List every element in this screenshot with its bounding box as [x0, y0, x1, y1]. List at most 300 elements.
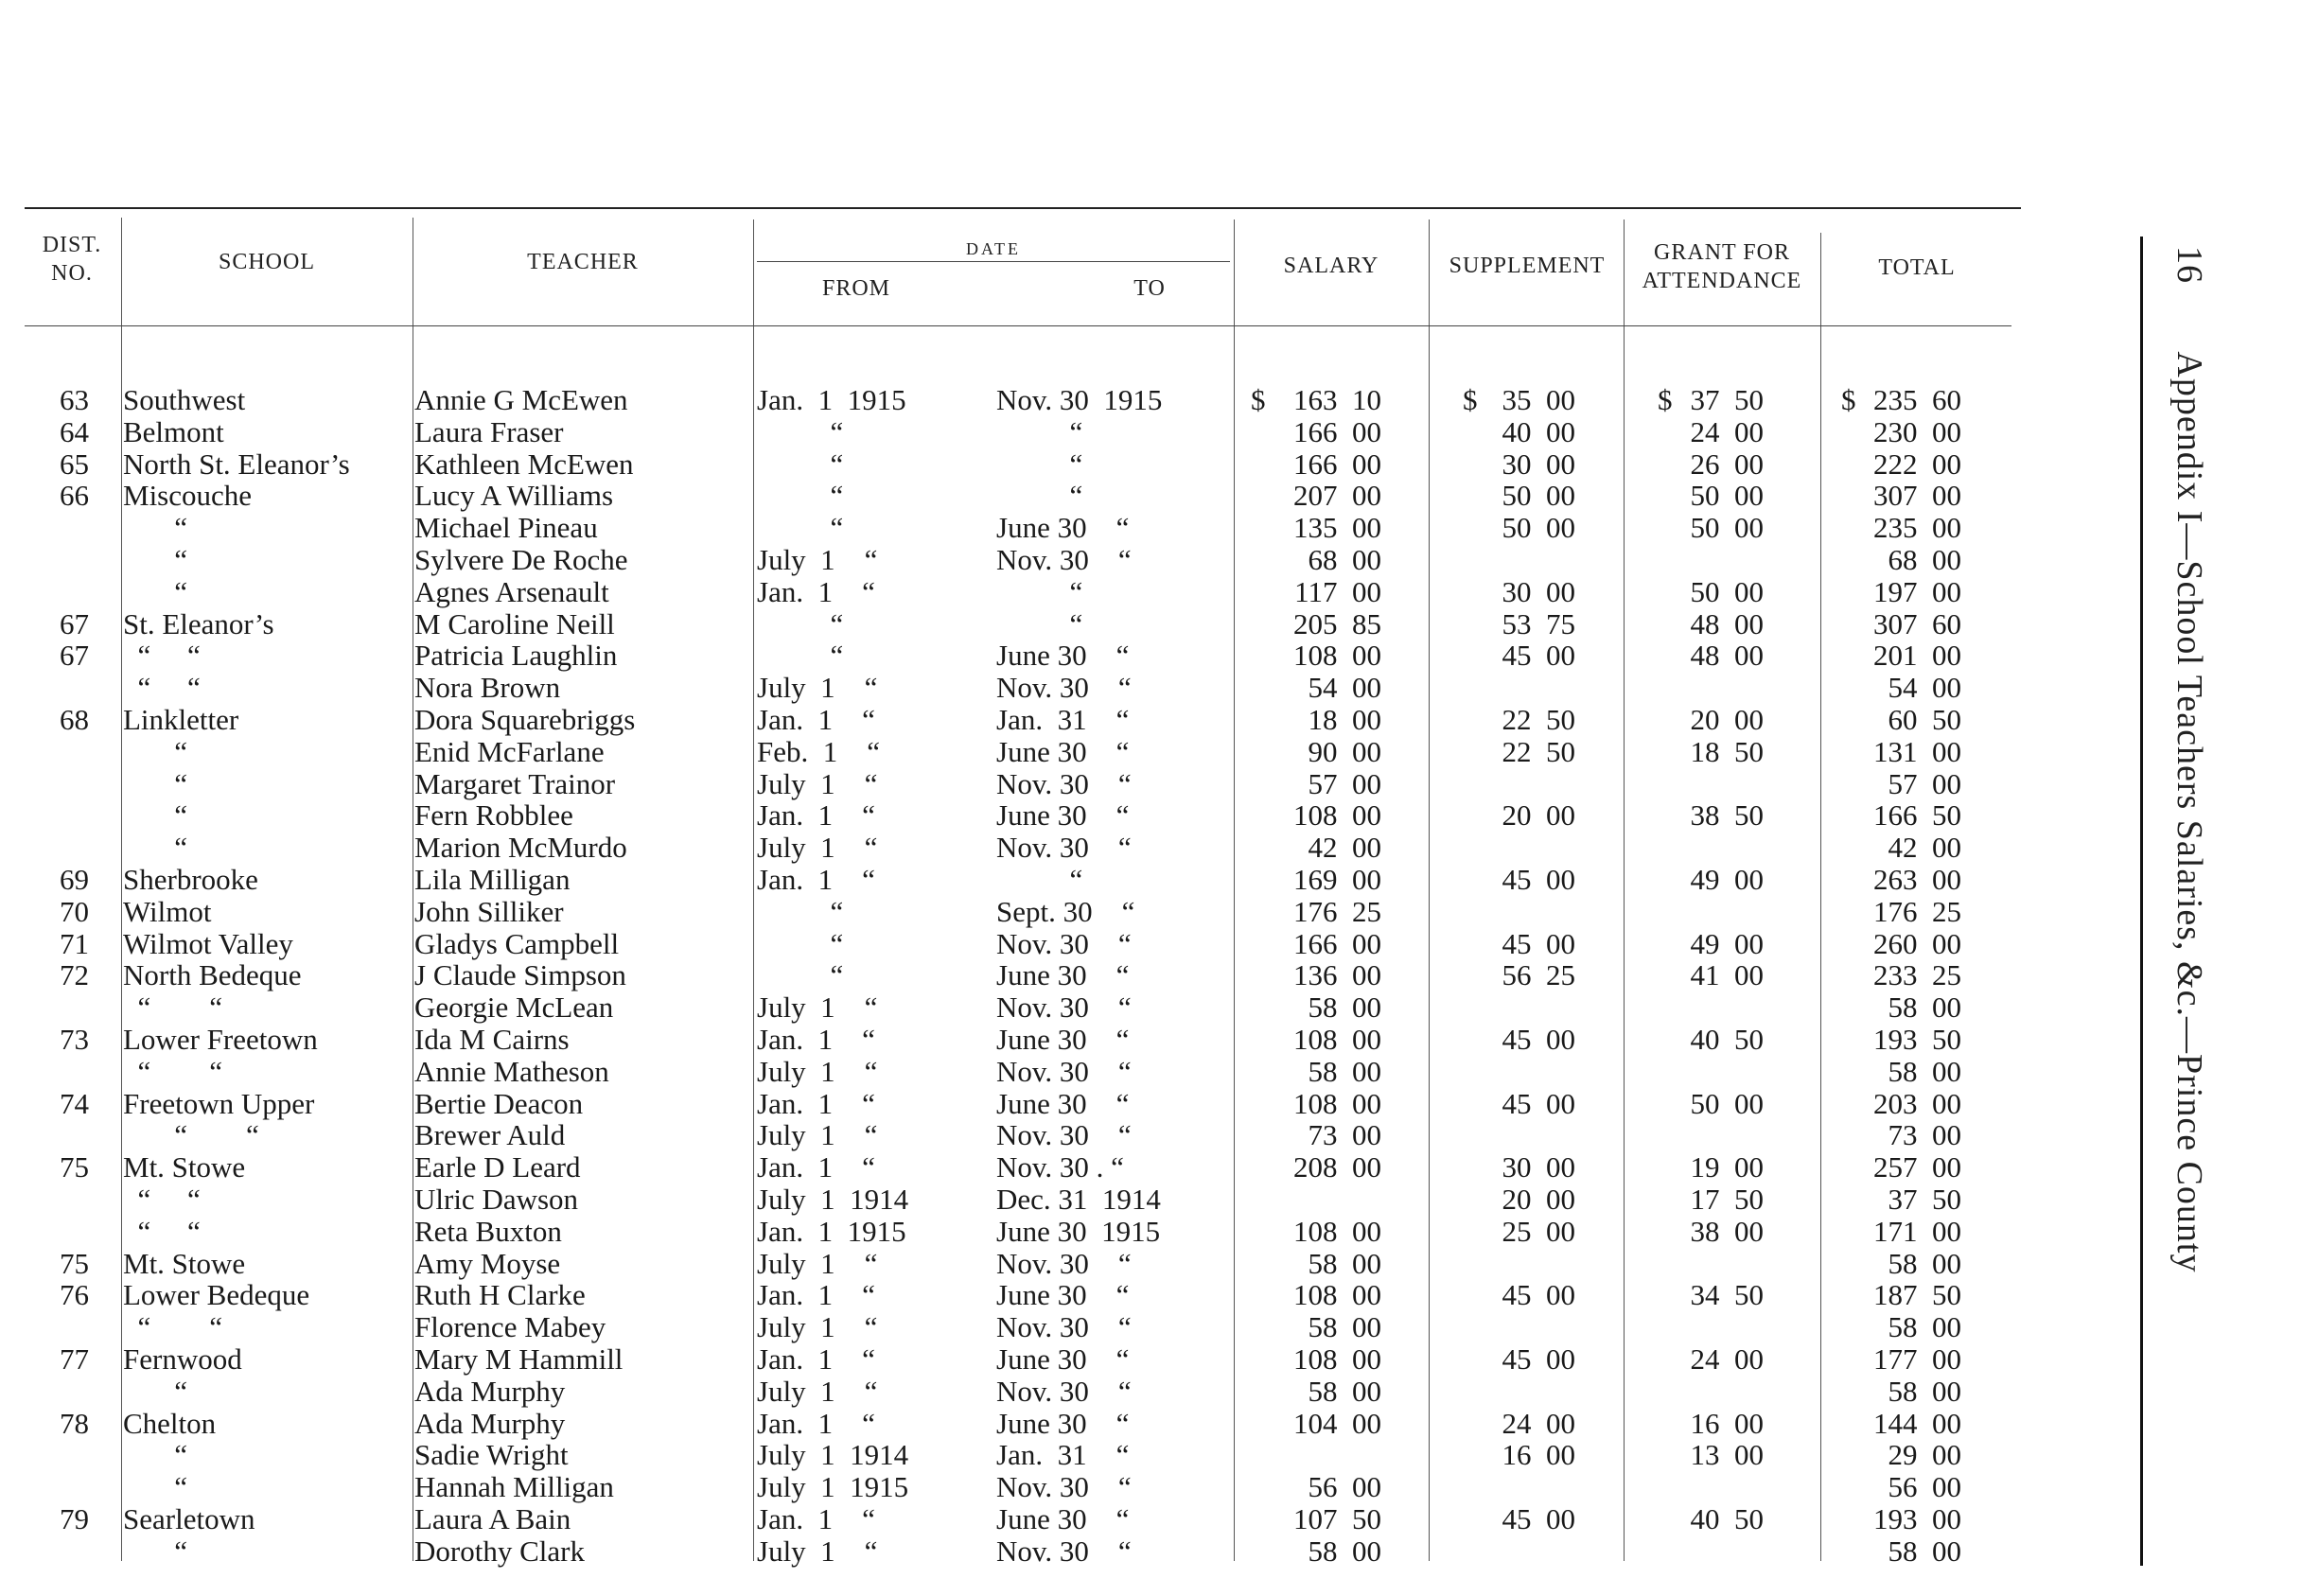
date-to-cell: Nov. 30 “	[996, 543, 1132, 576]
date-from-cell: July 1 “	[757, 1246, 878, 1280]
currency-sign-grant: $	[1658, 383, 1673, 416]
date-from-cell: “	[757, 479, 844, 513]
total-cell: 60 50	[1888, 703, 1961, 736]
grant-cell: 13 00	[1690, 1438, 1764, 1472]
total-cell: 257 00	[1873, 1150, 1961, 1184]
school-cell: “	[123, 1438, 188, 1472]
salary-cell: 166 00	[1293, 414, 1381, 448]
school-cell: Freetown Upper	[123, 1086, 315, 1120]
teacher-cell: John Silliker	[414, 894, 564, 928]
date-from-cell: Jan. 1 “	[757, 863, 875, 896]
grant-cell: 48 00	[1690, 639, 1764, 673]
date-from-cell: Jan. 1 “	[757, 1150, 875, 1184]
date-to-cell: June 30 “	[996, 511, 1130, 545]
total-cell: 29 00	[1888, 1438, 1961, 1472]
total-cell: 37 50	[1888, 1183, 1961, 1216]
grant-cell: 49 00	[1690, 926, 1764, 960]
date-to-cell: “	[996, 479, 1083, 513]
table-row	[0, 448, 2025, 481]
supplement-cell: 45 00	[1502, 926, 1575, 960]
teacher-cell: Nora Brown	[414, 671, 561, 705]
salary-cell: 207 00	[1293, 479, 1381, 513]
grant-cell: 40 50	[1690, 1023, 1764, 1056]
teacher-cell: Patricia Laughlin	[414, 639, 618, 673]
header-to: TO	[1133, 276, 1166, 301]
school-cell: “	[123, 1534, 188, 1568]
date-to-cell: Nov. 30 “	[996, 991, 1132, 1025]
date-from-cell: “	[757, 447, 844, 481]
total-cell: 197 00	[1873, 574, 1961, 608]
salary-cell: 169 00	[1293, 863, 1381, 896]
date-to-cell: “	[996, 574, 1083, 608]
date-from-cell: “	[757, 606, 844, 640]
salary-cell: 108 00	[1293, 1214, 1381, 1248]
salary-cell: 107 50	[1293, 1502, 1381, 1535]
date-from-cell: July 1 “	[757, 671, 878, 705]
currency-sign-supplement: $	[1463, 383, 1478, 416]
total-cell: 307 00	[1873, 479, 1961, 513]
total-cell: 201 00	[1873, 639, 1961, 673]
salary-cell: 58 00	[1308, 1054, 1381, 1088]
supplement-cell: 45 00	[1502, 1342, 1575, 1376]
total-cell: 233 25	[1873, 958, 1961, 992]
supplement-cell: 45 00	[1502, 1278, 1575, 1312]
date-to-cell: June 30 1915	[996, 1214, 1161, 1248]
salary-cell: 42 00	[1308, 831, 1381, 865]
school-cell: Miscouche	[123, 479, 253, 513]
supplement-cell: 30 00	[1502, 447, 1575, 481]
date-from-cell: “	[757, 926, 844, 960]
school-cell: Searletown	[123, 1502, 255, 1535]
date-from-cell: Jan. 1 “	[757, 1406, 875, 1440]
teacher-cell: Bertie Deacon	[414, 1086, 584, 1120]
header-dist-label: DIST.	[42, 233, 102, 257]
school-cell: St. Eleanor’s	[123, 606, 274, 640]
total-cell: 263 00	[1873, 863, 1961, 896]
teacher-cell: Enid McFarlane	[414, 734, 605, 768]
total-cell: 307 60	[1873, 606, 1961, 640]
date-to-cell: Nov. 30 “	[996, 671, 1132, 705]
supplement-cell: 30 00	[1502, 1150, 1575, 1184]
salary-cell: 18 00	[1308, 703, 1381, 736]
dist-no-cell: 63	[60, 383, 89, 416]
date-from-cell: Jan. 1 “	[757, 1278, 875, 1312]
school-cell: “	[123, 798, 188, 833]
dist-no-cell: 71	[60, 926, 89, 960]
table-row	[0, 864, 2025, 896]
date-from-cell: July 1 “	[757, 1054, 878, 1088]
table-row	[0, 704, 2025, 736]
total-cell: 58 00	[1888, 1374, 1961, 1408]
school-cell: “	[123, 734, 188, 768]
total-cell: 177 00	[1873, 1342, 1961, 1376]
total-cell: 235 60	[1873, 383, 1961, 416]
date-to-cell: “	[996, 414, 1083, 448]
school-cell: “ “	[123, 1214, 201, 1248]
table-row	[0, 1439, 2025, 1471]
school-cell: North St. Eleanor’s	[123, 447, 350, 481]
school-cell: “	[123, 574, 188, 608]
total-cell: 57 00	[1888, 766, 1961, 800]
date-to-cell: Nov. 30 “	[996, 831, 1132, 865]
dist-no-cell: 68	[60, 703, 89, 736]
school-cell: Wilmot Valley	[123, 926, 293, 960]
teacher-cell: Ada Murphy	[414, 1406, 566, 1440]
date-from-cell: “	[757, 639, 844, 673]
total-cell: 58 00	[1888, 1310, 1961, 1344]
teacher-cell: Annie G McEwen	[414, 383, 628, 416]
header-supplement: SUPPLEMENT	[1449, 254, 1606, 278]
supplement-cell: 53 75	[1502, 606, 1575, 640]
grant-cell: 41 00	[1690, 958, 1764, 992]
teacher-cell: Laura A Bain	[414, 1502, 571, 1535]
school-cell: “ “	[123, 991, 223, 1025]
table-row	[0, 799, 2025, 832]
date-from-cell: Jan. 1 “	[757, 703, 875, 736]
salary-cell: 166 00	[1293, 926, 1381, 960]
grant-cell: 24 00	[1690, 414, 1764, 448]
date-to-cell: June 30 “	[996, 958, 1130, 992]
salary-cell: 205 85	[1293, 606, 1381, 640]
total-cell: 42 00	[1888, 831, 1961, 865]
date-to-cell: Nov. 30 “	[996, 926, 1132, 960]
supplement-cell: 30 00	[1502, 574, 1575, 608]
date-from-cell: “	[757, 894, 844, 928]
table-row	[0, 736, 2025, 768]
teacher-cell: Mary M Hammill	[414, 1342, 624, 1376]
teacher-cell: Annie Matheson	[414, 1054, 609, 1088]
teacher-cell: Sadie Wright	[414, 1438, 569, 1472]
teacher-cell: Sylvere De Roche	[414, 543, 628, 576]
teacher-cell: Marion McMurdo	[414, 831, 627, 865]
date-from-cell: July 1 “	[757, 543, 878, 576]
date-to-cell: Nov. 30 1915	[996, 383, 1163, 416]
date-to-cell: June 30 “	[996, 1086, 1130, 1120]
header-salary: SALARY	[1283, 254, 1379, 278]
total-cell: 193 00	[1873, 1502, 1961, 1535]
date-to-cell: Jan. 31 “	[996, 703, 1130, 736]
total-cell: 58 00	[1888, 991, 1961, 1025]
table-row	[0, 1279, 2025, 1311]
date-from-cell: July 1 “	[757, 831, 878, 865]
date-to-cell: Nov. 30 “	[996, 766, 1132, 800]
date-from-cell: July 1 “	[757, 991, 878, 1025]
date-to-cell: June 30 “	[996, 1406, 1130, 1440]
total-cell: 203 00	[1873, 1086, 1961, 1120]
date-from-cell: Jan. 1 “	[757, 798, 875, 833]
dist-no-cell: 67	[60, 639, 89, 673]
date-to-cell: June 30 “	[996, 1502, 1130, 1535]
teacher-cell: Agnes Arsenault	[414, 574, 609, 608]
total-cell: 260 00	[1873, 926, 1961, 960]
teacher-cell: Florence Mabey	[414, 1310, 606, 1344]
grant-cell: 26 00	[1690, 447, 1764, 481]
table-row	[0, 928, 2025, 960]
header-teacher: TEACHER	[527, 250, 639, 274]
grant-cell: 48 00	[1690, 606, 1764, 640]
salary-cell: 108 00	[1293, 1278, 1381, 1312]
total-cell: 58 00	[1888, 1246, 1961, 1280]
grant-cell: 49 00	[1690, 863, 1764, 896]
salary-cell: 58 00	[1308, 991, 1381, 1025]
teacher-cell: Ida M Cairns	[414, 1023, 570, 1056]
salary-cell: 104 00	[1293, 1406, 1381, 1440]
school-cell: “	[123, 766, 188, 800]
dist-no-cell: 67	[60, 606, 89, 640]
total-cell: 166 50	[1873, 798, 1961, 833]
teacher-cell: Lucy A Williams	[414, 479, 614, 513]
currency-sign-salary: $	[1251, 383, 1266, 416]
table-row	[0, 672, 2025, 704]
salary-cell: 108 00	[1293, 798, 1381, 833]
total-cell: 58 00	[1888, 1534, 1961, 1568]
supplement-cell: 45 00	[1502, 1086, 1575, 1120]
date-to-cell: June 30 “	[996, 1278, 1130, 1312]
header-grant-line1: GRANT FOR	[1654, 240, 1790, 265]
salary-cell: 136 00	[1293, 958, 1381, 992]
date-from-cell: July 1 “	[757, 1374, 878, 1408]
grant-cell: 50 00	[1690, 1086, 1764, 1120]
teacher-cell: J Claude Simpson	[414, 958, 626, 992]
salary-cell: 54 00	[1308, 671, 1381, 705]
table-row	[0, 640, 2025, 672]
date-to-cell: June 30 “	[996, 639, 1130, 673]
salary-cell: 166 00	[1293, 447, 1381, 481]
currency-sign-total: $	[1841, 383, 1856, 416]
date-to-cell: Nov. 30 “	[996, 1534, 1132, 1568]
grant-cell: 16 00	[1690, 1406, 1764, 1440]
supplement-cell: 20 00	[1502, 798, 1575, 833]
supplement-cell: 45 00	[1502, 863, 1575, 896]
table-row	[0, 416, 2025, 448]
teacher-cell: Dorothy Clark	[414, 1534, 585, 1568]
supplement-cell: 56 25	[1502, 958, 1575, 992]
dist-no-cell: 79	[60, 1502, 89, 1535]
table-row	[0, 608, 2025, 640]
date-to-cell: Dec. 31 1914	[996, 1183, 1161, 1216]
dist-no-cell: 76	[60, 1278, 89, 1312]
salary-cell: 56 00	[1308, 1470, 1381, 1504]
table-row	[0, 1408, 2025, 1440]
school-cell: Belmont	[123, 414, 224, 448]
supplement-cell: 40 00	[1502, 414, 1575, 448]
table-row	[0, 384, 2025, 416]
date-from-cell: July 1 “	[757, 1118, 878, 1152]
supplement-cell: 35 00	[1502, 383, 1575, 416]
total-cell: 187 50	[1873, 1278, 1961, 1312]
date-to-cell: Jan. 31 “	[996, 1438, 1130, 1472]
teacher-cell: Laura Fraser	[414, 414, 564, 448]
grant-cell: 24 00	[1690, 1342, 1764, 1376]
table-row	[0, 959, 2025, 991]
date-to-cell: Nov. 30 “	[996, 1118, 1132, 1152]
date-to-cell: June 30 “	[996, 798, 1130, 833]
running-head	[2167, 246, 2223, 1457]
date-from-cell: Jan. 1 1915	[757, 383, 906, 416]
date-from-cell: “	[757, 414, 844, 448]
dist-no-cell: 77	[60, 1342, 89, 1376]
date-to-cell: Nov. 30 “	[996, 1054, 1132, 1088]
salary-cell: 108 00	[1293, 1023, 1381, 1056]
total-cell: 230 00	[1873, 414, 1961, 448]
total-cell: 193 50	[1873, 1023, 1961, 1056]
header-grant-line2: ATTENDANCE	[1642, 269, 1802, 293]
supplement-cell: 16 00	[1502, 1438, 1575, 1472]
date-from-cell: July 1 “	[757, 766, 878, 800]
salary-cell: 108 00	[1293, 1342, 1381, 1376]
salary-cell: 58 00	[1308, 1310, 1381, 1344]
table-row	[0, 1088, 2025, 1120]
school-cell: “	[123, 1374, 188, 1408]
header-date: DATE	[966, 239, 1021, 258]
header-school: SCHOOL	[218, 250, 315, 274]
salary-cell: 135 00	[1293, 511, 1381, 545]
total-cell: 222 00	[1873, 447, 1961, 481]
total-cell: 131 00	[1873, 734, 1961, 768]
teacher-cell: Hannah Milligan	[414, 1470, 614, 1504]
teacher-cell: Kathleen McEwen	[414, 447, 634, 481]
table-row	[0, 1248, 2025, 1280]
date-to-cell: June 30 “	[996, 1023, 1130, 1056]
date-to-cell: June 30 “	[996, 734, 1130, 768]
date-from-cell: Jan. 1 “	[757, 1023, 875, 1056]
grant-cell: 38 50	[1690, 798, 1764, 833]
grant-cell: 38 00	[1690, 1214, 1764, 1248]
supplement-cell: 50 00	[1502, 479, 1575, 513]
table-row	[0, 1503, 2025, 1535]
date-from-cell: Jan. 1 “	[757, 1342, 875, 1376]
date-to-cell: Sept. 30 “	[996, 894, 1135, 928]
date-to-cell: Nov. 30 “	[996, 1374, 1132, 1408]
date-to-cell: Nov. 30 “	[996, 1310, 1132, 1344]
top-rule	[25, 207, 2021, 209]
dist-no-cell: 70	[60, 894, 89, 928]
supplement-cell: 45 00	[1502, 1502, 1575, 1535]
school-cell: Sherbrooke	[123, 863, 258, 896]
date-from-cell: Jan. 1 “	[757, 1502, 875, 1535]
header-from: FROM	[821, 276, 891, 301]
school-cell: “ “	[123, 1183, 201, 1216]
table-row	[0, 768, 2025, 800]
date-to-cell: June 30 “	[996, 1342, 1130, 1376]
salary-cell: 58 00	[1308, 1534, 1381, 1568]
dist-no-cell: 69	[60, 863, 89, 896]
supplement-cell: 25 00	[1502, 1214, 1575, 1248]
date-from-cell: July 1 1914	[757, 1183, 909, 1216]
teacher-cell: Lila Milligan	[414, 863, 571, 896]
teacher-cell: Dora Squarebriggs	[414, 703, 636, 736]
dist-no-cell: 73	[60, 1023, 89, 1056]
table-row	[0, 1535, 2025, 1568]
table-row	[0, 512, 2025, 544]
date-from-cell: July 1 1914	[757, 1438, 909, 1472]
table-row	[0, 480, 2025, 512]
date-to-cell: Nov. 30 . “	[996, 1150, 1124, 1184]
school-cell: Lower Bedeque	[123, 1278, 310, 1312]
grant-cell: 37 50	[1690, 383, 1764, 416]
dist-no-cell: 66	[60, 479, 89, 513]
school-cell: Southwest	[123, 383, 246, 416]
school-cell: Wilmot	[123, 894, 212, 928]
total-cell: 68 00	[1888, 543, 1961, 576]
supplement-cell: 22 50	[1502, 703, 1575, 736]
table-row	[0, 1216, 2025, 1248]
salary-cell: 58 00	[1308, 1374, 1381, 1408]
salary-cell: 208 00	[1293, 1150, 1381, 1184]
dist-no-cell: 64	[60, 414, 89, 448]
date-from-cell: July 1 “	[757, 1310, 878, 1344]
grant-cell: 50 00	[1690, 479, 1764, 513]
school-cell: “ “	[123, 1310, 223, 1344]
date-to-cell: “	[996, 606, 1083, 640]
teacher-cell: Ulric Dawson	[414, 1183, 579, 1216]
header-grant-for-attendance	[1625, 238, 1818, 295]
school-cell: Lower Freetown	[123, 1023, 318, 1056]
school-cell: “ “	[123, 639, 201, 673]
grant-cell: 19 00	[1690, 1150, 1764, 1184]
date-from-cell: “	[757, 958, 844, 992]
page-number: 16	[2169, 246, 2209, 284]
date-from-cell: Jan. 1 1915	[757, 1214, 906, 1248]
supplement-cell: 50 00	[1502, 511, 1575, 545]
date-to-cell: “	[996, 447, 1083, 481]
salary-cell: 73 00	[1308, 1118, 1381, 1152]
teacher-cell: Fern Robblee	[414, 798, 573, 833]
total-cell: 235 00	[1873, 511, 1961, 545]
school-cell: “ “	[123, 1054, 223, 1088]
header-total: TOTAL	[1878, 255, 1956, 280]
table-row	[0, 1471, 2025, 1503]
dist-no-cell: 78	[60, 1406, 89, 1440]
dist-no-cell: 75	[60, 1150, 89, 1184]
total-cell: 58 00	[1888, 1054, 1961, 1088]
school-cell: North Bedeque	[123, 958, 302, 992]
school-cell: “	[123, 543, 188, 576]
grant-cell: 17 50	[1690, 1183, 1764, 1216]
total-cell: 176 25	[1873, 894, 1961, 928]
table-row	[0, 1311, 2025, 1343]
right-margin-rule	[2140, 237, 2143, 1566]
total-cell: 73 00	[1888, 1118, 1961, 1152]
teacher-cell: Earle D Leard	[414, 1150, 581, 1184]
supplement-cell: 24 00	[1502, 1406, 1575, 1440]
date-from-cell: July 1 “	[757, 1534, 878, 1568]
running-head-text	[2169, 246, 2210, 1272]
table-row	[0, 1119, 2025, 1151]
header-bottom-rule	[25, 325, 2011, 326]
teacher-cell: Amy Moyse	[414, 1246, 561, 1280]
school-cell: Mt. Stowe	[123, 1150, 246, 1184]
table-row	[0, 1343, 2025, 1376]
date-to-cell: Nov. 30 “	[996, 1246, 1132, 1280]
date-from-cell: Feb. 1 “	[757, 734, 881, 768]
header-dist-no	[25, 231, 119, 288]
total-cell: 144 00	[1873, 1406, 1961, 1440]
table-row	[0, 896, 2025, 928]
salary-cell: 58 00	[1308, 1246, 1381, 1280]
date-from-cell: Jan. 1 “	[757, 1086, 875, 1120]
table-row	[0, 1056, 2025, 1088]
table-row	[0, 832, 2025, 864]
teacher-cell: Brewer Auld	[414, 1118, 566, 1152]
total-cell: 56 00	[1888, 1470, 1961, 1504]
date-to-cell: Nov. 30 “	[996, 1470, 1132, 1504]
salary-cell: 176 25	[1293, 894, 1381, 928]
teacher-cell: Ruth H Clarke	[414, 1278, 586, 1312]
date-to-cell: “	[996, 863, 1083, 896]
dist-no-cell: 75	[60, 1246, 89, 1280]
salary-cell: 108 00	[1293, 1086, 1381, 1120]
